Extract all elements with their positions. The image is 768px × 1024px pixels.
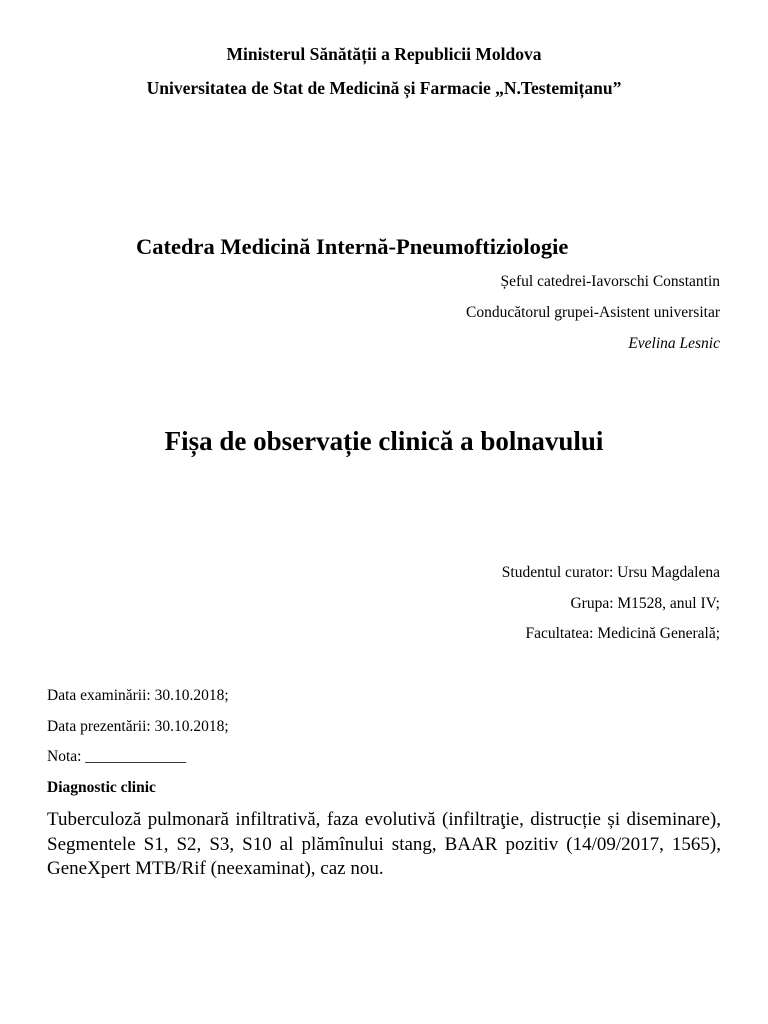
examination-date: Data examinării: 30.10.2018; [47, 687, 229, 704]
diagnosis-text: Tuberculoză pulmonară infiltrativă, faza evolutivă (infiltraţie, distrucție și diseminare), Segmentele S1, S2, S3, S10 al plămînului stang, BAAR pozitiv (14/09/2017, 1565), GeneXpert MTB/Rif (neexaminat), caz nou. [47, 809, 721, 879]
student-curator: Studentul curator: Ursu Magdalena [501, 564, 720, 581]
student-faculty: Facultatea: Medicină Generală; [525, 625, 720, 642]
department-title: Catedra Medicină Internă-Pneumoftiziologie [136, 234, 569, 259]
ministry-title: Ministerul Sănătății a Republicii Moldova [226, 44, 542, 64]
grade-field: Nota: _____________ [47, 748, 187, 765]
student-group: Grupa: M1528, anul IV; [570, 595, 720, 612]
diagnosis-heading: Diagnostic clinic [47, 779, 156, 796]
group-supervisor: Conducătorul grupei-Asistent universitar [466, 304, 720, 321]
department-head: Șeful catedrei-Iavorschi Constantin [500, 273, 720, 290]
university-title: Universitatea de Stat de Medicină și Farmacie „N.Testemițanu” [146, 78, 622, 98]
presentation-date: Data prezentării: 30.10.2018; [47, 718, 229, 735]
supervisor-name: Evelina Lesnic [628, 335, 720, 352]
page-title: Fișa de observație clinică a bolnavului [164, 426, 604, 456]
